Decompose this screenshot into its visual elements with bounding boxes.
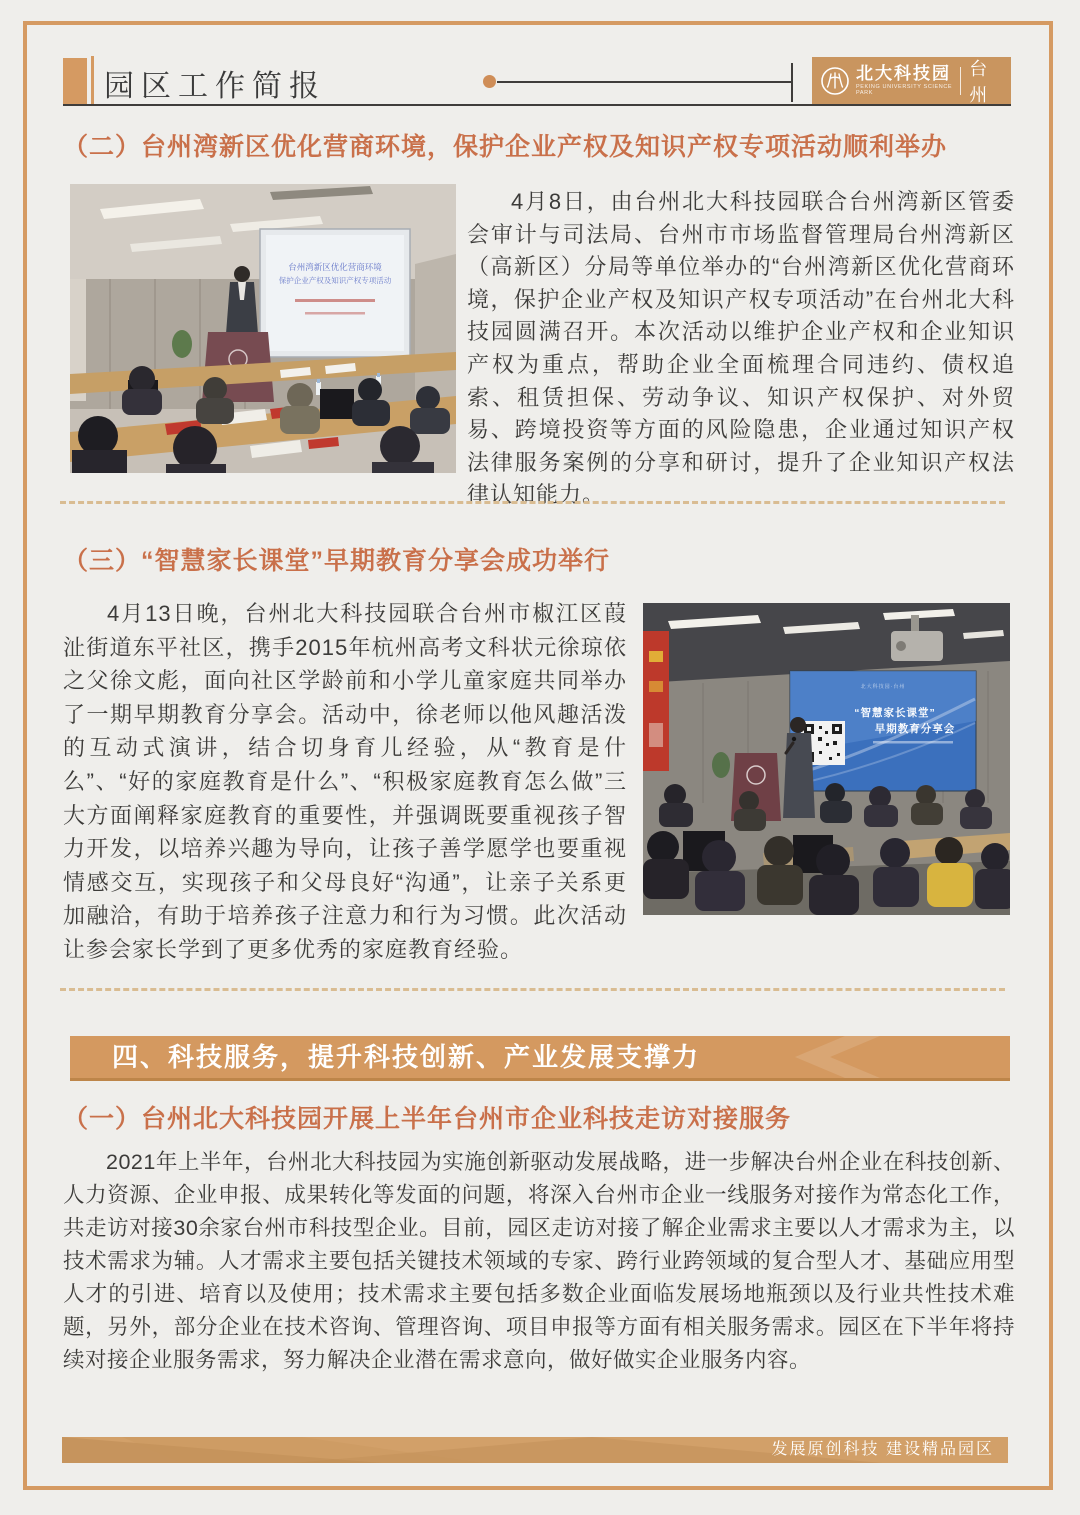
slide-title-line1: 台州湾新区优化营商环境 bbox=[288, 262, 382, 272]
section2-body: 4月8日，由台州北大科技园联合台州湾新区管委会审计与司法局、台州市市场监督管理局台州湾新区（高新区）分局等单位举办的“台州湾新区优化营商环境，保护企业产权及知识产权专项活动”在台州北大科技园圆满召开。本次活动以维护企业产权和企业知识产权为重点，帮助企业全面梳理合同违约、债权追索、租赁担保、劳动争议、知识产权保护、对外贸易、跨境投资等方面的风险隐患，企业通过知识产权法律服务案例的分享和研讨，提升了企业知识产权法律认知能力。 bbox=[467, 189, 1015, 508]
conference-room-photo-illustration bbox=[70, 184, 456, 473]
screen-logo-text: 北大科技园·台州 bbox=[860, 684, 906, 690]
pku-emblem-icon bbox=[820, 66, 850, 96]
header-rule-end-cap bbox=[791, 63, 793, 102]
header-tab-decoration bbox=[63, 58, 87, 104]
section4-banner-label: 四、科技服务，提升科技创新、产业发展支撑力 bbox=[112, 1042, 701, 1072]
chevron-left-icon bbox=[770, 1036, 910, 1078]
header-underline bbox=[63, 104, 1011, 106]
logo-org-subtitle: PEKING UNIVERSITY SCIENCE PARK bbox=[856, 84, 953, 96]
section3-heading: （三）“智慧家长课堂”早期教育分享会成功举行 bbox=[63, 547, 611, 575]
section3-body: 4月13日晚，台州北大科技园联合台州市椒江区葭沚街道东平社区，携手2015年杭州高考文科状元徐琼依之父徐文彪，面向社区学龄前和小学儿童家庭共同举办了一期早期教育分享会。活动中，徐老师以他风趣活泼的互动式演讲，结合切身育儿经验，从“教育是什么”、“好的家庭教育是什么”、“积极家庭教育怎么做”三大方面阐释家庭教育的重要性，并强调既要重视孩子智力开发，以培养兴趣为导向，让孩子善学愿学也要重视情感交互，实现孩子和父母良好“沟通”，让亲子关系更加融洽，有助于培养孩子注意力和行为习惯。此次活动让参会家长学到了更多优秀的家庭教育经验。 bbox=[63, 601, 627, 962]
parent-class-photo-illustration bbox=[643, 603, 1010, 915]
section4-banner bbox=[70, 1036, 1010, 1081]
logo-org bbox=[856, 65, 953, 96]
logo-org-name: 北大科技园 bbox=[856, 64, 951, 83]
page-title: 园区工作简报 bbox=[104, 70, 326, 103]
section3-block bbox=[63, 597, 1010, 967]
logo-divider bbox=[960, 67, 961, 95]
section4-sub-heading: （一）台州北大科技园开展上半年台州市企业科技走访对接服务 bbox=[63, 1105, 792, 1133]
section4-body: 2021年上半年，台州北大科技园为实施创新驱动发展战略，进一步解决台州企业在科技创新、人力资源、企业申报、成果转化等发面的问题，将深入台州市企业一线服务对接作为常态化工作，共走访对接30余家台州市科技型企业。目前，园区走访对接了解企业需求主要以人才需求为主，以技术需求为辅。人才需求主要包括关键技术领域的专家、跨行业跨领域的复合型人才、基础应用型人才的引进、培育以及使用；技术需求主要包括多数企业面临发展场地瓶颈以及行业共性技术难题，另外，部分企业在技术咨询、管理咨询、项目申报等方面有相关服务需求。园区在下半年将持续对接企业服务需求，努力解决企业潜在需求意向，做好做实企业服务内容。 bbox=[63, 1150, 1015, 1372]
footer-bar bbox=[62, 1437, 1008, 1463]
dashed-separator-2 bbox=[60, 988, 1005, 991]
logo-region-label: 台州 bbox=[969, 58, 990, 105]
dashed-separator-1 bbox=[60, 501, 1005, 504]
screen-title-line1: “智慧家长课堂” bbox=[854, 707, 936, 719]
slide-title-line2: 保护企业产权及知识产权专项活动 bbox=[278, 276, 392, 285]
section2-heading: （二）台州湾新区优化营商环境，保护企业产权及知识产权专项活动顺利举办 bbox=[63, 133, 948, 161]
header-rule-dot bbox=[483, 75, 496, 88]
section3-photo bbox=[643, 603, 1010, 915]
section2-photo bbox=[70, 184, 456, 473]
header-rule bbox=[497, 81, 791, 83]
screen-title-line2: 早期教育分享会 bbox=[874, 723, 956, 735]
header-tab-line-decoration bbox=[91, 56, 94, 106]
logo-block bbox=[812, 57, 1011, 104]
footer-slogan: 发展原创科技 建设精品园区 bbox=[771, 1441, 994, 1458]
